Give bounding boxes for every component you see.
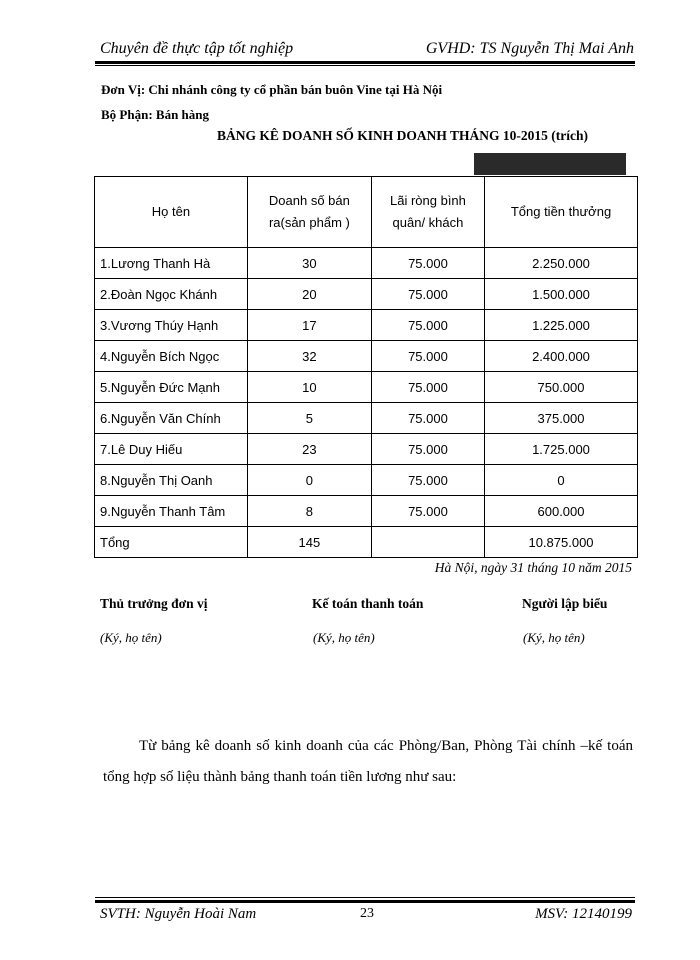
cell-bonus: 1.500.000 [485,279,638,310]
header-bonus: Tổng tiền thưởng [485,177,638,248]
table-total-row [95,527,638,558]
cell-sales: 8 [247,496,371,527]
cell-bonus: 375.000 [485,403,638,434]
cell-sales: 23 [247,434,371,465]
table-row [95,248,638,279]
table-row [95,434,638,465]
total-bonus: 10.875.000 [485,527,638,558]
cell-name: 6.Nguyễn Văn Chính [95,403,248,434]
cell-bonus: 0 [485,465,638,496]
header-rule [95,61,635,64]
dark-label-block [474,153,626,175]
header-name: Họ tên [95,177,248,248]
table-row [95,496,638,527]
footer-left: SVTH: Nguyễn Hoài Nam [100,906,257,922]
cell-bonus: 1.225.000 [485,310,638,341]
table-row [95,310,638,341]
header-left: Chuyên đề thực tập tốt nghiệp [100,40,294,57]
cell-name: 5.Nguyễn Đức Mạnh [95,372,248,403]
department-value: Bán hàng [155,107,210,122]
cell-bonus: 750.000 [485,372,638,403]
cell-sales: 30 [247,248,371,279]
header-sales: Doanh số bán ra(sản phẩm ) [247,177,371,248]
signature-note-head: (Ký, họ tên) [100,630,162,645]
table-header-row [95,177,638,248]
cell-sales: 10 [247,372,371,403]
header-rule-thin [95,65,635,66]
department-label: Bộ Phận: [101,107,153,122]
cell-profit: 75.000 [371,279,484,310]
cell-sales: 5 [247,403,371,434]
sales-table [94,176,638,558]
cell-bonus: 2.250.000 [485,248,638,279]
signature-title-head: Thủ trưởng đơn vị [100,596,208,611]
total-sales: 145 [247,527,371,558]
cell-name: 2.Đoàn Ngọc Khánh [95,279,248,310]
footer-rule [95,900,635,903]
cell-name: 9.Nguyễn Thanh Tâm [95,496,248,527]
header-profit: Lãi ròng bình quân/ khách [371,177,484,248]
cell-sales: 17 [247,310,371,341]
unit-line [101,82,442,98]
cell-profit: 75.000 [371,248,484,279]
table-row [95,403,638,434]
total-profit [371,527,484,558]
cell-profit: 75.000 [371,496,484,527]
unit-value: Chi nhánh công ty cổ phần bán buôn Vine tại Hà Nội [148,82,443,97]
unit-label: Đơn Vị: [101,82,146,97]
body-paragraph: Từ bảng kê doanh số kinh doanh của các Phòng/Ban, Phòng Tài chính –kế toán tổng hợp số liệu thành bảng thanh toán tiền lương như sau: [103,738,633,785]
cell-profit: 75.000 [371,403,484,434]
cell-name: 1.Lương Thanh Hà [95,248,248,279]
footer-rule-thin [95,897,635,898]
cell-bonus: 600.000 [485,496,638,527]
table-row [95,341,638,372]
cell-profit: 75.000 [371,372,484,403]
cell-bonus: 2.400.000 [485,341,638,372]
cell-profit: 75.000 [371,465,484,496]
cell-name: 3.Vương Thúy Hạnh [95,310,248,341]
cell-name: 4.Nguyễn Bích Ngọc [95,341,248,372]
table-row [95,465,638,496]
cell-name: 8.Nguyễn Thị Oanh [95,465,248,496]
department-line [101,107,209,123]
signature-title-preparer: Người lập biểu [522,596,608,611]
date-line: Hà Nội, ngày 31 tháng 10 năm 2015 [434,560,632,575]
table-row [95,279,638,310]
footer-right: MSV: 12140199 [535,906,632,922]
signature-note-accountant: (Ký, họ tên) [313,630,375,645]
table-row [95,372,638,403]
cell-bonus: 1.725.000 [485,434,638,465]
cell-name: 7.Lê Duy Hiếu [95,434,248,465]
signature-title-accountant: Kế toán thanh toán [312,596,424,611]
cell-profit: 75.000 [371,341,484,372]
cell-sales: 32 [247,341,371,372]
cell-profit: 75.000 [371,434,484,465]
cell-sales: 20 [247,279,371,310]
signature-note-preparer: (Ký, họ tên) [523,630,585,645]
header-right: GVHD: TS Nguyễn Thị Mai Anh [425,40,634,57]
page-number: 23 [360,906,374,921]
report-title: BẢNG KÊ DOANH SỐ KINH DOANH THÁNG 10-2015 (trích) [216,128,588,143]
cell-profit: 75.000 [371,310,484,341]
cell-sales: 0 [247,465,371,496]
total-label: Tổng [95,527,248,558]
